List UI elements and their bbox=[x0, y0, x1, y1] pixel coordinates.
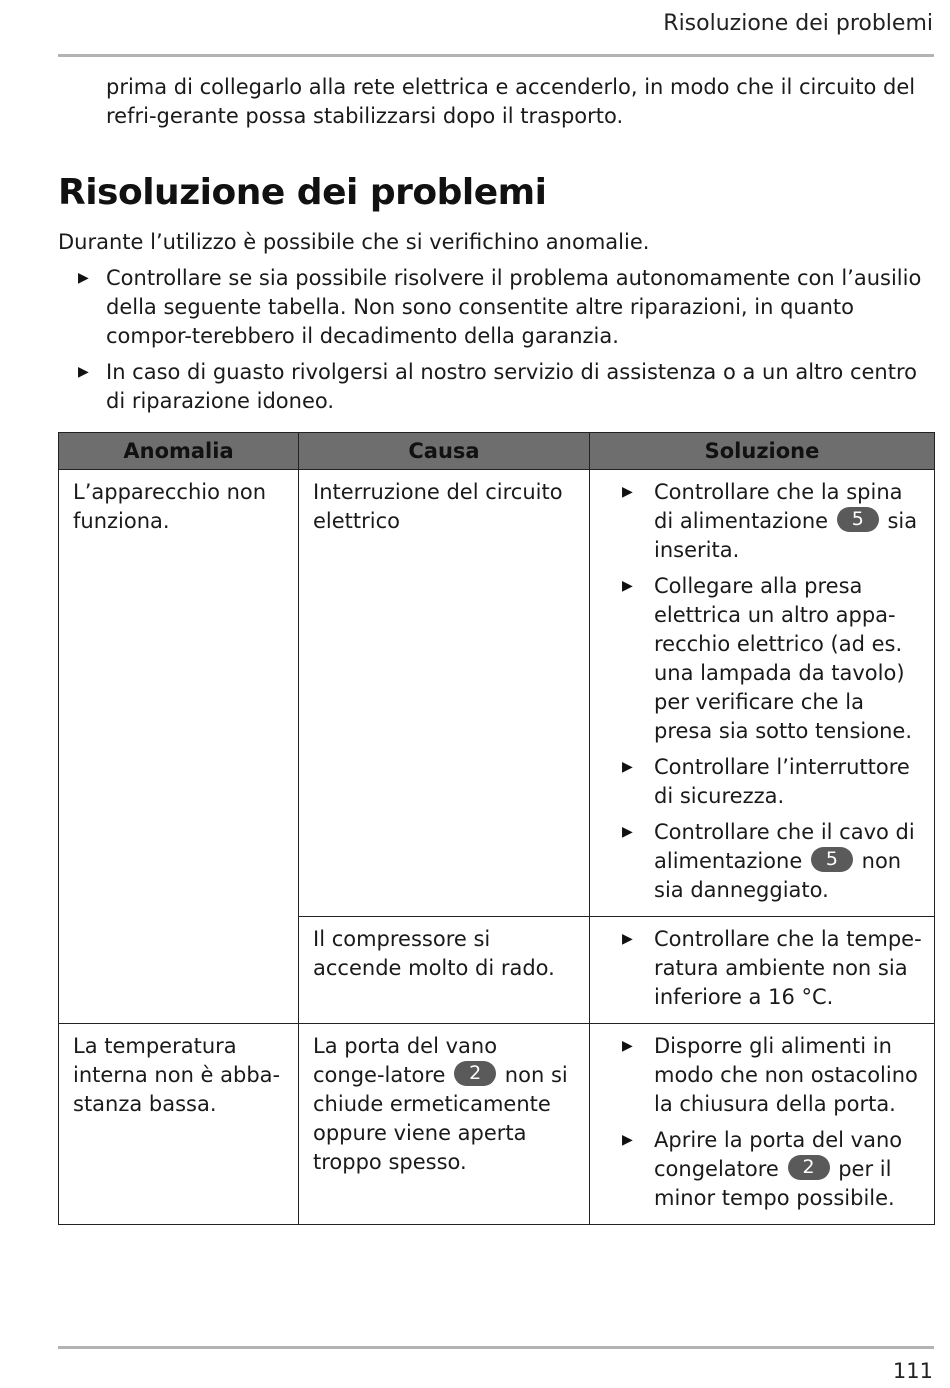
intro-paragraph: prima di collegarlo alla rete elettrica e accenderlo, in modo che il circuito del refri-gerante possa stabilizzarsi dopo il trasporto. bbox=[106, 75, 916, 128]
troubleshooting-table bbox=[58, 432, 935, 1225]
instruction-text: In caso di guasto rivolgersi al nostro servizio di assistenza o a un altro centro di riparazione idoneo. bbox=[106, 360, 917, 413]
table-row bbox=[59, 470, 935, 917]
instruction-item bbox=[58, 358, 934, 416]
table-header-row bbox=[59, 433, 935, 470]
soluzione-cell bbox=[590, 470, 935, 917]
instruction-list bbox=[58, 264, 934, 423]
soluzione-cell bbox=[590, 1024, 935, 1225]
instruction-item bbox=[58, 264, 934, 351]
triangle-bullet-icon: ▶ bbox=[622, 759, 633, 775]
causa-cell: Interruzione del circuito elettrico bbox=[299, 470, 590, 917]
causa-cell: Il compressore si accende molto di rado. bbox=[299, 917, 590, 1024]
triangle-bullet-icon: ▶ bbox=[622, 824, 633, 840]
reference-number-badge: 2 bbox=[454, 1061, 496, 1086]
causa-text: non si chiude ermeticamente oppure viene aperta troppo spesso. bbox=[313, 1063, 568, 1174]
triangle-bullet-icon: ▶ bbox=[622, 578, 633, 594]
solution-item bbox=[620, 1032, 924, 1119]
section-lead: Durante l’utilizzo è possibile che si verifichino anomalie. bbox=[58, 230, 650, 254]
solution-list bbox=[620, 925, 924, 1012]
solution-text: Controllare che la tempe-ratura ambiente non sia inferiore a 16 °C. bbox=[654, 927, 922, 1009]
solution-item bbox=[620, 753, 924, 811]
solution-text: non sia danneggiato. bbox=[654, 849, 902, 902]
solution-text: Controllare che la spina di alimentazione bbox=[654, 480, 903, 533]
solution-item bbox=[620, 818, 924, 905]
solution-item bbox=[620, 478, 924, 565]
solution-item bbox=[620, 1126, 924, 1213]
solution-text: Collegare alla presa elettrica un altro appa-recchio elettrico (ad es. una lampada da tavolo) per verificare che la presa sia sotto tensione. bbox=[654, 574, 912, 743]
triangle-bullet-icon: ▶ bbox=[622, 931, 633, 947]
running-header: Risoluzione dei problemi bbox=[663, 11, 933, 36]
solution-text: Aprire la porta del vano congelatore bbox=[654, 1128, 903, 1181]
soluzione-cell bbox=[590, 917, 935, 1024]
column-header-soluzione: Soluzione bbox=[590, 433, 935, 470]
reference-number-badge: 2 bbox=[788, 1155, 830, 1180]
solution-list bbox=[620, 1032, 924, 1213]
anomalia-cell: La temperatura interna non è abba-stanza bassa. bbox=[59, 1024, 299, 1225]
triangle-bullet-icon: ▶ bbox=[622, 484, 633, 500]
solution-item bbox=[620, 925, 924, 1012]
triangle-bullet-icon: ▶ bbox=[622, 1038, 633, 1054]
causa-cell bbox=[299, 1024, 590, 1225]
reference-number-badge: 5 bbox=[837, 507, 879, 532]
solution-text: Controllare che il cavo di alimentazione bbox=[654, 820, 915, 873]
instruction-text: Controllare se sia possibile risolvere il problema autonomamente con l’ausilio della seguente tabella. Non sono consentite altre riparazioni, in quanto compor-terebbero il decadimento della garanzia. bbox=[106, 266, 922, 348]
triangle-bullet-icon: ▶ bbox=[78, 364, 89, 380]
solution-text: Controllare l’interruttore di sicurezza. bbox=[654, 755, 910, 808]
solution-list bbox=[620, 478, 924, 905]
triangle-bullet-icon: ▶ bbox=[78, 270, 89, 286]
page-number: 111 bbox=[892, 1359, 933, 1383]
table-row bbox=[59, 1024, 935, 1225]
header-rule bbox=[58, 54, 934, 57]
section-title: Risoluzione dei problemi bbox=[58, 172, 547, 213]
footer-rule bbox=[58, 1346, 934, 1349]
anomalia-cell: L’apparecchio non funziona. bbox=[59, 470, 299, 1024]
column-header-anomalia: Anomalia bbox=[59, 433, 299, 470]
reference-number-badge: 5 bbox=[811, 847, 853, 872]
solution-text: Disporre gli alimenti in modo che non ostacolino la chiusura della porta. bbox=[654, 1034, 918, 1116]
solution-text: sia inserita. bbox=[654, 509, 918, 562]
solution-item bbox=[620, 572, 924, 746]
causa-text: La porta del vano conge-latore bbox=[313, 1034, 498, 1087]
solution-text: per il minor tempo possibile. bbox=[654, 1157, 895, 1210]
triangle-bullet-icon: ▶ bbox=[622, 1132, 633, 1148]
column-header-causa: Causa bbox=[299, 433, 590, 470]
